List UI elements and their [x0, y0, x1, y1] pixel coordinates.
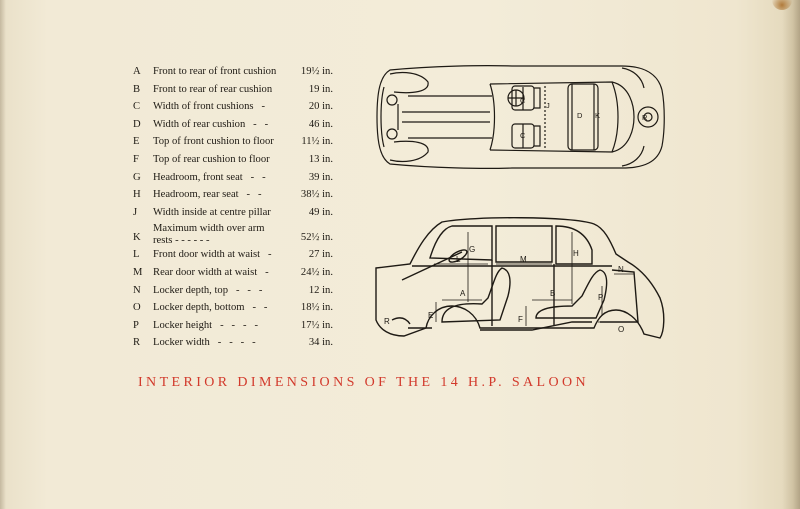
dimension-value: 19 in.	[308, 83, 333, 95]
dimension-description: Front to rear of rear cushion	[153, 83, 273, 95]
dimension-value: 24½ in.	[300, 266, 333, 278]
dimension-description: Headroom, rear seat - -	[153, 189, 262, 201]
dimension-letter: E	[133, 136, 140, 148]
dimension-description: Width of front cushions -	[153, 101, 265, 113]
plan-label-r: R	[642, 113, 648, 122]
dimension-letter: B	[133, 83, 141, 95]
car-side-section-diagram	[372, 210, 672, 346]
dimension-letter: H	[133, 189, 141, 201]
dimension-description: Locker depth, bottom - -	[153, 302, 268, 314]
dimension-row-f	[133, 151, 333, 169]
side-label-m: M	[520, 255, 527, 264]
plan-label-k: K	[595, 111, 601, 120]
dimension-description: Locker depth, top - - -	[153, 284, 263, 296]
dimension-letter: F	[133, 153, 139, 165]
dimension-value: 46 in.	[308, 118, 333, 130]
dimension-letter: J	[133, 206, 138, 218]
dimension-description: Width inside at centre pillar	[153, 206, 271, 218]
side-label-o: O	[618, 325, 625, 334]
dimension-description: Headroom, front seat - -	[153, 171, 266, 183]
dimension-row-j	[133, 204, 333, 222]
dimension-row-k	[133, 221, 333, 246]
dimension-letter: M	[133, 266, 143, 278]
page-right-edge-shadow	[782, 0, 800, 509]
dimension-value: 34 in.	[308, 337, 333, 349]
dimension-description: Front to rear of front cushion	[153, 66, 277, 77]
side-label-g: G	[469, 245, 476, 254]
dimension-description: Locker height - - - -	[153, 319, 259, 331]
dimension-value: 19½ in.	[300, 66, 333, 77]
dimension-row-p	[133, 317, 333, 335]
dimension-row-b	[133, 81, 333, 99]
dimensions-list	[133, 63, 333, 352]
dimension-letter: C	[133, 101, 141, 113]
side-label-r: R	[384, 317, 390, 326]
dimension-description: Top of rear cushion to floor	[153, 153, 270, 165]
dimension-row-r	[133, 334, 333, 352]
side-label-f: F	[518, 315, 523, 324]
dimension-description: Rear door width at waist -	[153, 266, 269, 278]
dimension-row-h	[133, 186, 333, 204]
dimension-letter: P	[133, 319, 139, 331]
dimension-description: Width of rear cushion - -	[153, 118, 269, 130]
dimension-row-c	[133, 98, 333, 116]
dimension-value: 18½ in.	[300, 302, 333, 314]
dimension-value: 39 in.	[308, 171, 333, 183]
dimension-letter: G	[133, 171, 141, 183]
side-label-b: B	[550, 289, 556, 298]
dimension-row-m	[133, 264, 333, 282]
side-label-a: A	[460, 289, 466, 298]
dimension-description: Locker width - - - -	[153, 337, 256, 349]
dimension-value: 38½ in.	[300, 189, 333, 201]
dimension-letter: A	[133, 66, 141, 77]
diagram-caption: INTERIOR DIMENSIONS OF THE 14 H.P. SALOON	[138, 375, 590, 390]
dimension-description: Front door width at waist -	[153, 249, 272, 261]
dimension-row-a	[133, 63, 333, 81]
dimension-value: 13 in.	[308, 153, 333, 165]
side-label-p: P	[598, 293, 604, 302]
dimension-value: 17½ in.	[300, 319, 333, 331]
dimension-row-e	[133, 133, 333, 151]
dimension-description: Maximum width over arm rests - - - - - -	[153, 223, 265, 246]
plan-label-d: D	[577, 111, 583, 120]
dimension-row-d	[133, 116, 333, 134]
dimension-value: 49 in.	[308, 206, 333, 218]
dimension-value: 12 in.	[308, 284, 333, 296]
side-label-n: N	[618, 265, 624, 274]
side-label-l: L	[456, 255, 461, 264]
dimension-value: 52½ in.	[300, 231, 333, 243]
dimension-row-n	[133, 282, 333, 300]
page-left-edge-shadow	[0, 0, 6, 509]
dimension-value: 11½ in.	[301, 136, 333, 148]
dimension-row-l	[133, 246, 333, 264]
dimension-row-g	[133, 169, 333, 187]
dimension-letter: N	[133, 284, 141, 296]
side-label-e: E	[428, 311, 434, 320]
dimension-value: 20 in.	[308, 101, 333, 113]
dimension-letter: K	[133, 231, 141, 243]
dimension-letter: R	[133, 337, 141, 349]
dimension-letter: O	[133, 302, 141, 314]
dimension-value: 27 in.	[308, 249, 333, 261]
plan-label-c-lower: C	[520, 131, 526, 140]
plan-label-c-upper: C	[520, 96, 526, 105]
dimension-description: Top of front cushion to floor	[153, 136, 274, 148]
dimension-letter: L	[133, 249, 140, 261]
dimension-row-o	[133, 299, 333, 317]
plan-label-j: J	[546, 101, 550, 110]
car-plan-view-diagram	[372, 62, 672, 174]
dimension-letter: D	[133, 118, 141, 130]
side-label-h: H	[573, 249, 579, 258]
